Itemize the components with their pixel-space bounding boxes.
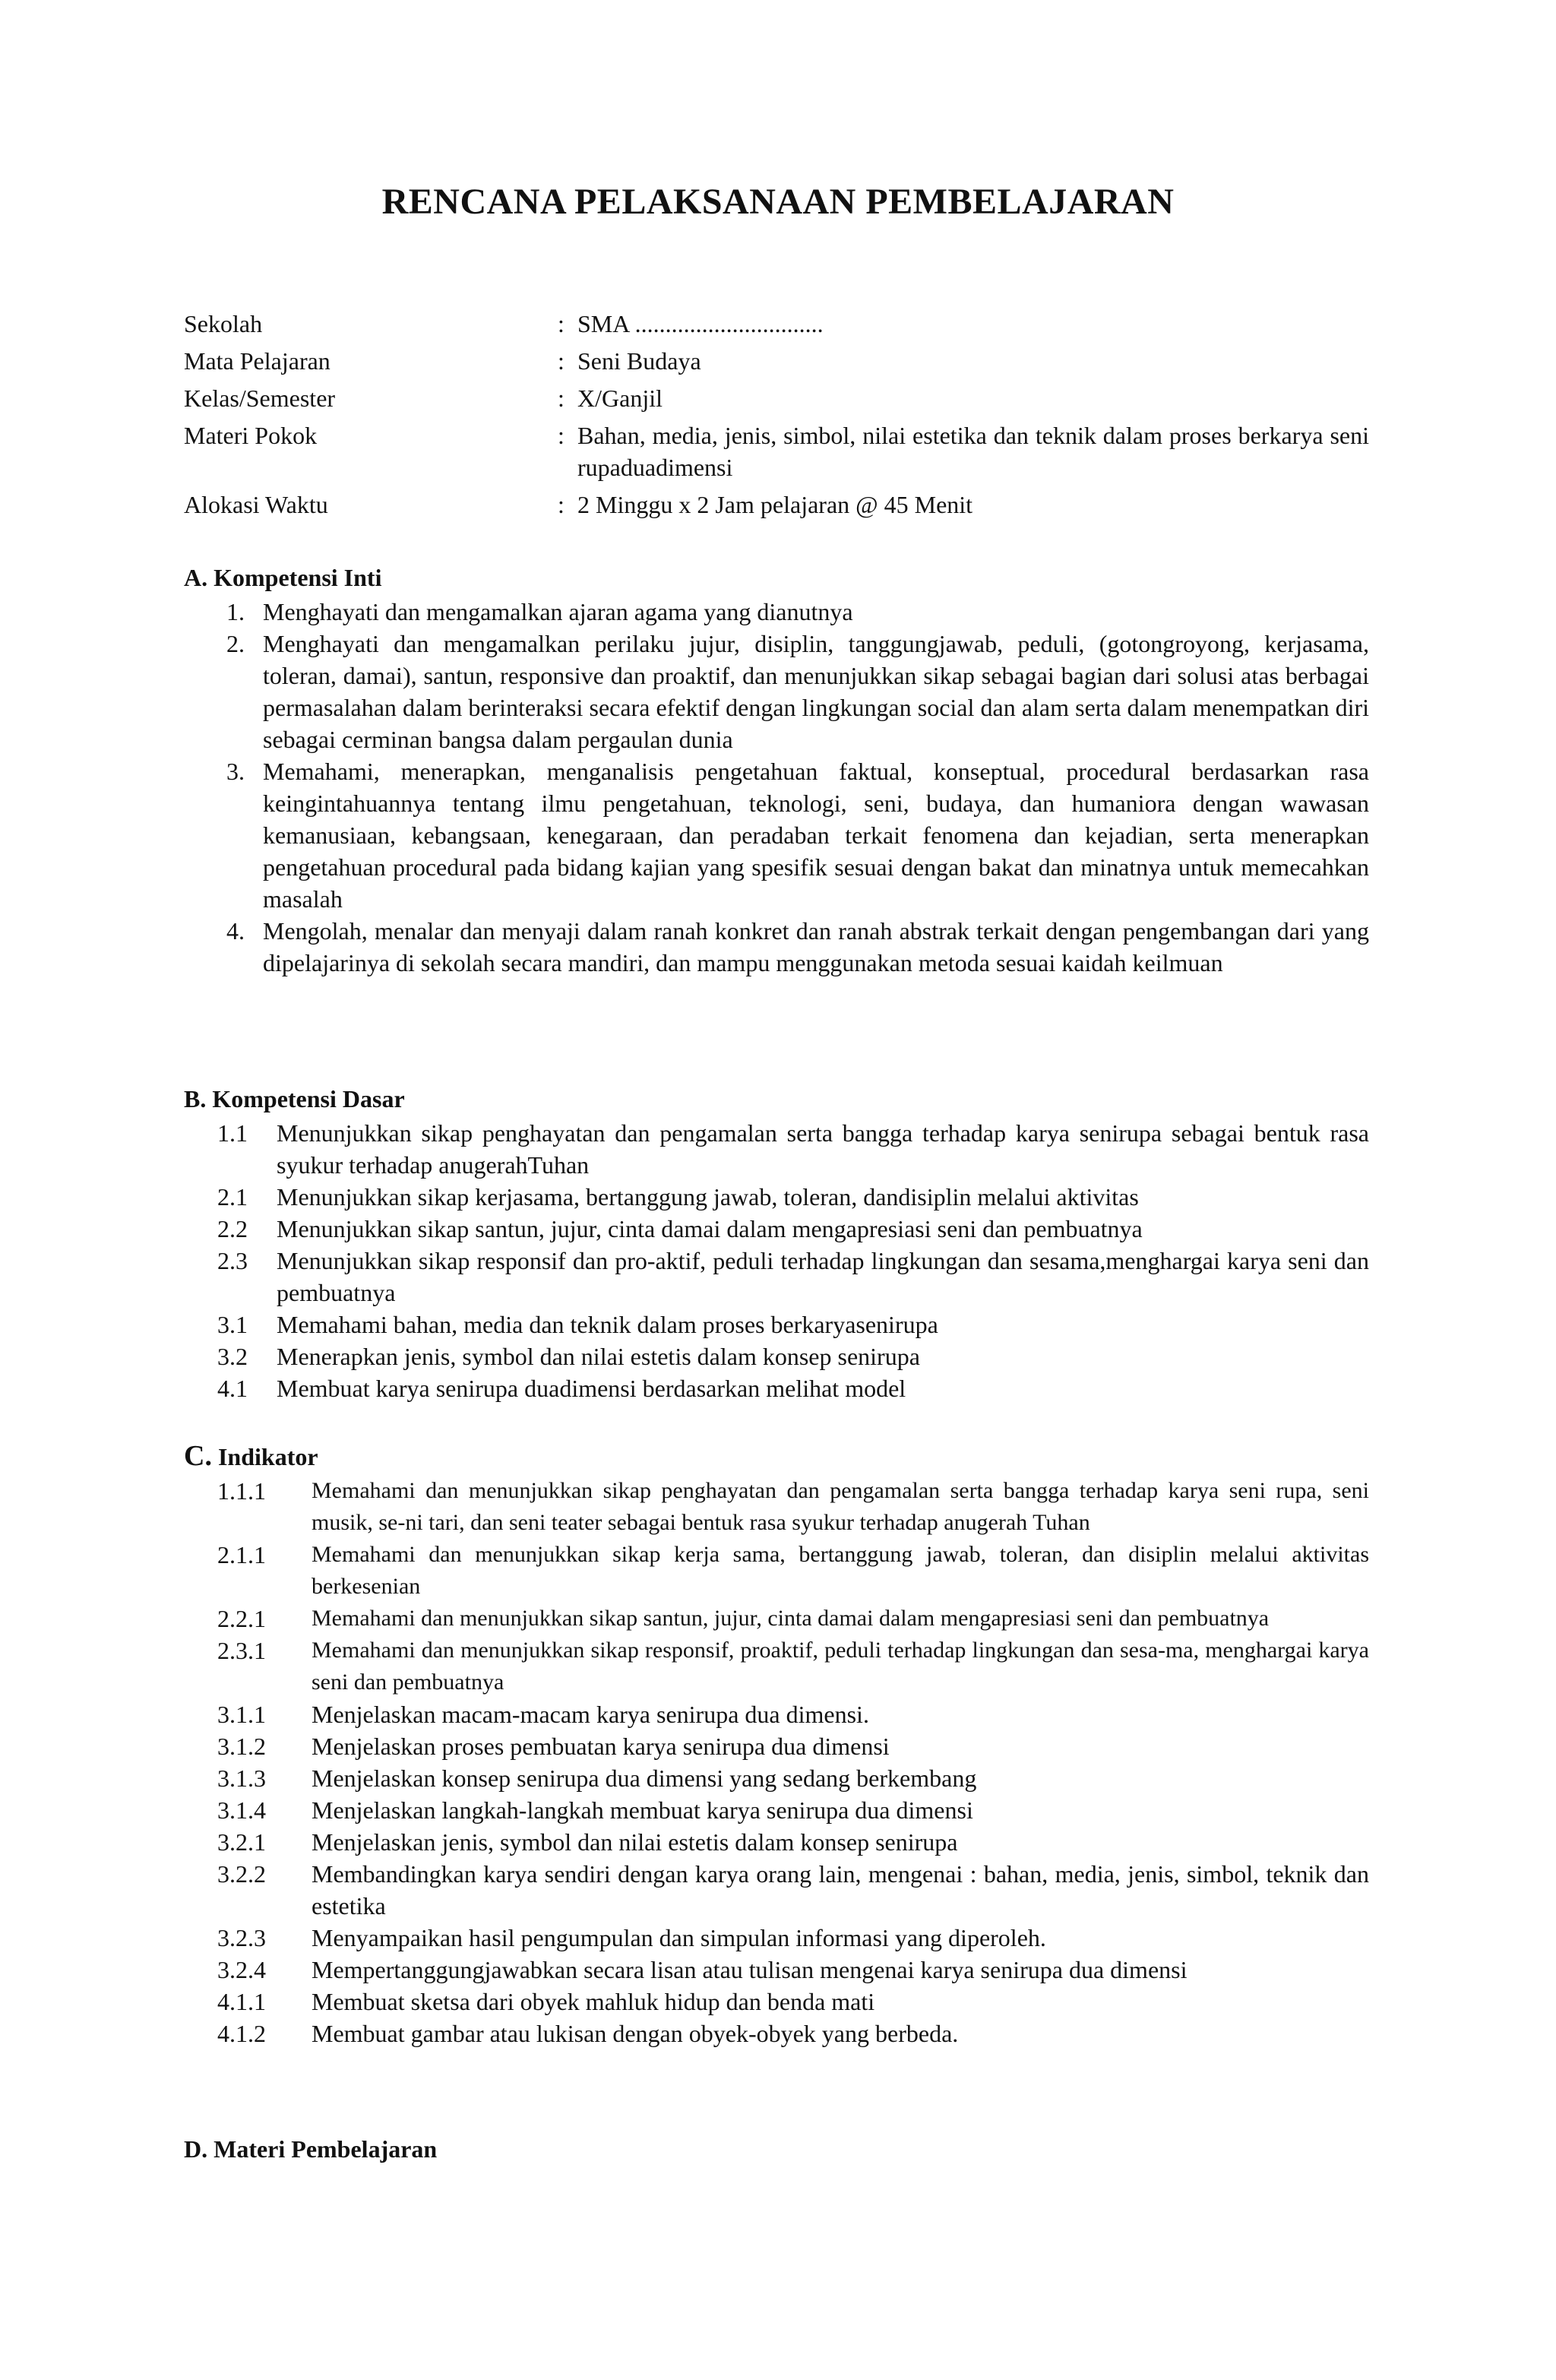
item-text: Menunjukkan sikap responsif dan pro-aktif, peduli terhadap lingkungan dan sesama,menghargai karya seni dan pembuatnya [277, 1247, 1369, 1306]
item-text: Memahami dan menunjukkan sikap santun, jujur, cinta damai dalam mengapresiasi seni dan pembuatnya [312, 1606, 1270, 1631]
item-number: 3.2.1 [217, 1828, 266, 1856]
list-item [184, 1922, 1369, 1954]
list-item [184, 1698, 1369, 1730]
meta-label: Materi Pokok [184, 422, 318, 449]
item-number: 3.2.3 [217, 1924, 266, 1951]
meta-value: SMA ............................... [577, 310, 824, 337]
item-text: Menunjukkan sikap penghayatan dan pengamalan serta bangga terhadap karya senirupa sebagai bentuk rasa syukur terhadap anugerahTuhan [277, 1119, 1369, 1179]
meta-value: Bahan, media, jenis, simbol, nilai estetika dan teknik dalam proses berkarya seni rupaduadimensi [577, 422, 1369, 481]
list-item [184, 1117, 1369, 1181]
list-item [184, 1635, 1369, 1698]
item-text: Mengolah, menalar dan menyaji dalam ranah konkret dan ranah abstrak terkait dengan pengembangan dari yang dipelajarinya di sekolah secara mandiri, dan mampu menggunakan metoda sesuai kaidah keilmuan [263, 917, 1369, 976]
item-text: Memahami bahan, media dan teknik dalam proses berkaryasenirupa [277, 1311, 938, 1338]
item-text: Memahami dan menunjukkan sikap kerja sama, bertanggung jawab, toleran, dan disiplin melalui aktivitas berkesenian [312, 1542, 1369, 1599]
item-number: 4.1.2 [217, 2020, 266, 2047]
meta-value: 2 Minggu x 2 Jam pelajaran @ 45 Menit [577, 491, 973, 518]
item-text: Memahami dan menunjukkan sikap responsif, proaktif, peduli terhadap lingkungan dan sesa-ma, menghargai karya seni dan pembuatnya [312, 1638, 1369, 1695]
list-item [184, 1730, 1369, 1762]
item-number: 3.1.1 [217, 1701, 266, 1728]
item-number: 4.1 [217, 1375, 248, 1402]
section-heading [184, 561, 1369, 594]
item-text: Menjelaskan konsep senirupa dua dimensi yang sedang berkembang [312, 1764, 977, 1792]
list-item [184, 1954, 1369, 1986]
section-letter: C. [184, 1440, 212, 1472]
item-number: 2.2 [217, 1215, 248, 1242]
section-title: Indikator [217, 1443, 318, 1470]
list-item [184, 1181, 1369, 1213]
item-number: 3.2.4 [217, 1956, 266, 1983]
item-number: 3.1.2 [217, 1733, 266, 1760]
item-number: 4.1.1 [217, 1988, 266, 2015]
list-item [184, 1826, 1369, 1858]
item-text: Membuat karya senirupa duadimensi berdasarkan melihat model [277, 1375, 906, 1402]
document-title: RENCANA PELAKSANAAN PEMBELAJARAN [381, 182, 1175, 222]
list-item [184, 1340, 1369, 1372]
meta-label: Kelas/Semester [184, 385, 336, 412]
item-text: Menerapkan jenis, symbol dan nilai estetis dalam konsep senirupa [277, 1343, 920, 1370]
section-heading [184, 1082, 1369, 1116]
item-number: 3.2 [217, 1343, 248, 1370]
meta-value: Seni Budaya [577, 347, 701, 375]
item-number: 2.2.1 [217, 1605, 266, 1632]
meta-colon: : [558, 385, 565, 412]
item-number: 3.1.3 [217, 1764, 266, 1792]
item-number: 3.1.4 [217, 1796, 266, 1824]
section-kompetensi-dasar [184, 1082, 1369, 1404]
item-number: 3.1 [217, 1311, 248, 1338]
meta-row-school [184, 308, 1369, 340]
item-number: 2.1 [217, 1183, 248, 1211]
list-item [184, 1762, 1369, 1794]
item-text: Mempertanggungjawabkan secara lisan atau tulisan mengenai karya senirupa dua dimensi [312, 1956, 1188, 1983]
meta-row-subject [184, 345, 1369, 377]
list-item [184, 1213, 1369, 1245]
section-title: Kompetensi Dasar [212, 1085, 405, 1112]
section-materi-pembelajaran [184, 2132, 1369, 2167]
item-text: Memahami dan menunjukkan sikap penghayatan dan pengamalan serta bangga terhadap karya seni rupa, seni musik, se-ni tari, dan seni teater sebagai bentuk rasa syukur terhadap anugerah Tuhan [312, 1478, 1369, 1535]
section-title: Materi Pembelajaran [213, 2135, 438, 2163]
list-item [184, 1245, 1369, 1309]
item-text: Menghayati dan mengamalkan perilaku jujur, disiplin, tanggungjawab, peduli, (gotongroyong, kerjasama, toleran, damai), santun, responsive dan proaktif, dan menunjukkan sikap sebagai bagian dari solusi atas berbagai permasalahan dalam berinteraksi secara efektif dengan lingkungan social dan alam serta dalam menempatkan diri sebagai cerminan bangsa dalam pergaulan dunia [263, 630, 1369, 753]
item-number: 2.1.1 [217, 1541, 266, 1568]
list-item [184, 1858, 1369, 1922]
meta-label: Alokasi Waktu [184, 491, 328, 518]
item-text: Menjelaskan langkah-langkah membuat karya senirupa dua dimensi [312, 1796, 973, 1824]
item-number: 3. [226, 758, 245, 785]
section-heading [184, 2132, 1369, 2166]
section-heading [184, 1439, 1369, 1473]
item-text: Menunjukkan sikap santun, jujur, cinta damai dalam mengapresiasi seni dan pembuatnya [277, 1215, 1143, 1242]
list-item [184, 755, 1369, 915]
item-text: Menghayati dan mengamalkan ajaran agama yang dianutnya [263, 598, 853, 625]
item-number: 1. [226, 598, 245, 625]
section-letter: A. [184, 564, 208, 591]
item-text: Menyampaikan hasil pengumpulan dan simpulan informasi yang diperoleh. [312, 1924, 1046, 1951]
item-number: 1.1.1 [217, 1477, 266, 1505]
list-item [184, 1309, 1369, 1340]
meta-label: Mata Pelajaran [184, 347, 330, 375]
item-text: Membuat gambar atau lukisan dengan obyek-obyek yang berbeda. [312, 2020, 959, 2047]
identity-table [184, 308, 1369, 526]
section-title: Kompetensi Inti [213, 564, 382, 591]
list-item [184, 915, 1369, 979]
item-text: Memahami, menerapkan, menganalisis pengetahuan faktual, konseptual, procedural berdasarkan rasa keingintahuannya tentang ilmu pengetahuan, teknologi, seni, budaya, dan humaniora dengan wawasan kemanusiaan, kebangsaan, kenegaraan, dan peradaban terkait fenomena dan kejadian, serta menerapkan pengetahuan procedural pada bidang kajian yang spesifik sesuai dengan bakat dan minatnya untuk memecahkan masalah [263, 758, 1369, 913]
list-item [184, 2018, 1369, 2049]
item-number: 2. [226, 630, 245, 657]
list-item [184, 1603, 1369, 1635]
section-letter: D. [184, 2135, 208, 2163]
meta-row-time [184, 489, 1369, 521]
section-kompetensi-inti [184, 561, 1369, 979]
item-number: 4. [226, 917, 245, 945]
item-number: 3.2.2 [217, 1860, 266, 1888]
item-number: 2.3 [217, 1247, 248, 1274]
section-indikator [184, 1439, 1369, 2049]
list-item [184, 1372, 1369, 1404]
list-item [184, 1539, 1369, 1603]
item-number: 2.3.1 [217, 1637, 266, 1664]
item-text: Menjelaskan jenis, symbol dan nilai estetis dalam konsep senirupa [312, 1828, 958, 1856]
list-item [184, 1475, 1369, 1539]
meta-colon: : [558, 422, 565, 449]
item-text: Membandingkan karya sendiri dengan karya orang lain, mengenai : bahan, media, jenis, simbol, teknik dan estetika [312, 1860, 1369, 1920]
list-item [184, 1794, 1369, 1826]
item-text: Menunjukkan sikap kerjasama, bertanggung jawab, toleran, dandisiplin melalui aktivitas [277, 1183, 1139, 1211]
item-text: Membuat sketsa dari obyek mahluk hidup dan benda mati [312, 1988, 875, 2015]
meta-row-topic [184, 419, 1369, 483]
meta-label: Sekolah [184, 310, 263, 337]
meta-value: X/Ganjil [577, 385, 663, 412]
list-item [184, 1986, 1369, 2018]
meta-row-class [184, 382, 1369, 414]
list-item [184, 596, 1369, 628]
item-text: Menjelaskan proses pembuatan karya senirupa dua dimensi [312, 1733, 890, 1760]
section-letter: B. [184, 1085, 207, 1112]
item-text: Menjelaskan macam-macam karya senirupa dua dimensi. [312, 1701, 869, 1728]
item-number: 1.1 [217, 1119, 248, 1147]
list-item [184, 628, 1369, 755]
meta-colon: : [558, 310, 565, 337]
meta-colon: : [558, 491, 565, 518]
meta-colon: : [558, 347, 565, 375]
